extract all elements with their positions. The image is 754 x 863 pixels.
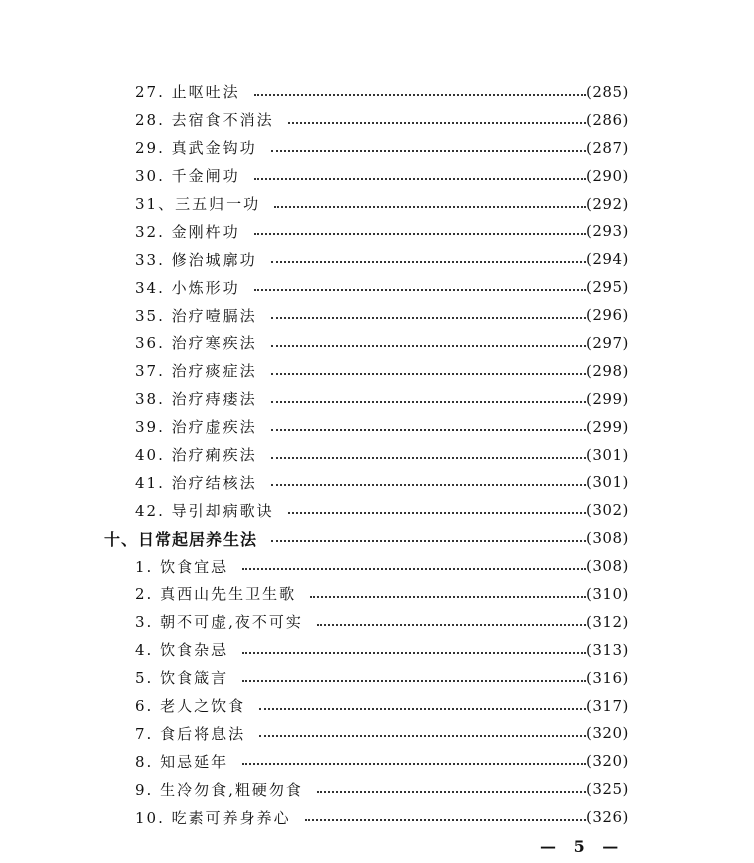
leader-dots	[271, 399, 586, 403]
toc-entry-label: 31、三五归一功	[135, 195, 261, 213]
toc-entry-page: (325)	[586, 780, 629, 799]
toc-entry-label: 9. 生冷勿食,粗硬勿食	[135, 780, 303, 799]
toc-entry	[0, 357, 754, 385]
toc-entry	[0, 747, 754, 775]
toc-entry-label: 5. 饮食箴言	[135, 669, 229, 688]
toc-entry	[0, 692, 754, 720]
toc-entry	[0, 719, 754, 747]
leader-dots	[271, 259, 586, 263]
toc-entry-label: 35. 治疗噎膈法	[135, 306, 257, 325]
toc-entry-page: (301)	[586, 473, 629, 492]
toc-entry-page: (326)	[586, 808, 629, 827]
toc-entry	[0, 78, 754, 106]
toc-entry-page: (313)	[586, 640, 629, 659]
toc-entry	[0, 134, 754, 162]
leader-dots	[242, 761, 586, 765]
leader-dots	[271, 538, 586, 542]
toc-entry-page: (301)	[586, 445, 629, 464]
page-number: — 5 —	[540, 837, 625, 856]
toc-entry-label: 39. 治疗虚疾法	[135, 418, 257, 437]
toc-entry-label: 37. 治疗痰症法	[135, 362, 257, 381]
toc-entry-page: (316)	[586, 668, 629, 687]
toc-entry-page: (292)	[586, 194, 629, 213]
toc-entry	[0, 301, 754, 329]
toc-entry-label: 27. 止呕吐法	[135, 83, 240, 102]
toc-entry	[0, 190, 754, 218]
toc-entry-label: 8. 知忌延年	[135, 752, 229, 771]
toc-entry-label: 6. 老人之饮食	[135, 697, 246, 716]
toc-entry	[0, 245, 754, 273]
toc-entry	[0, 106, 754, 134]
leader-dots	[288, 510, 586, 514]
leader-dots	[310, 594, 586, 598]
toc-entry-label: 28. 去宿食不消法	[135, 111, 274, 130]
leader-dots	[288, 120, 586, 124]
toc-entry	[0, 580, 754, 608]
leader-dots	[254, 231, 586, 235]
leader-dots	[271, 427, 586, 431]
leader-dots	[259, 733, 586, 737]
toc-entry	[0, 468, 754, 496]
toc-entry-page: (293)	[586, 222, 629, 241]
toc-entry-label: 2. 真西山先生卫生歌	[135, 585, 297, 604]
toc-entry-page: (317)	[586, 696, 629, 715]
toc-entry-page: (285)	[586, 82, 629, 101]
leader-dots	[254, 176, 586, 180]
toc-entry	[0, 803, 754, 831]
toc-entry-page: (297)	[586, 333, 629, 352]
toc-entry-label: 41. 治疗结核法	[135, 473, 257, 492]
toc-entry-label: 3. 朝不可虚,夜不可实	[135, 613, 303, 632]
toc-entry-label: 30. 千金闸功	[135, 167, 240, 186]
toc-entry-page: (290)	[586, 166, 629, 185]
leader-dots	[242, 678, 586, 682]
toc-entry	[0, 329, 754, 357]
toc-entry-page: (299)	[586, 389, 629, 408]
toc-entry-page: (320)	[586, 724, 629, 743]
toc-entry	[0, 413, 754, 441]
leader-dots	[271, 343, 586, 347]
toc-entry-label: 4. 饮食杂忌	[135, 641, 229, 660]
toc-entry-page: (294)	[586, 250, 629, 269]
toc-entry-page: (308)	[586, 557, 629, 576]
leader-dots	[254, 92, 586, 96]
toc-entry-page: (295)	[586, 278, 629, 297]
toc-entry	[0, 775, 754, 803]
leader-dots	[317, 789, 586, 793]
toc-entry	[0, 608, 754, 636]
toc-entry-page: (308)	[586, 529, 629, 548]
toc-entry-page: (298)	[586, 361, 629, 380]
leader-dots	[317, 622, 586, 626]
toc-entry-label: 29. 真武金钩功	[135, 139, 257, 158]
leader-dots	[242, 650, 586, 654]
table-of-contents	[0, 78, 754, 831]
toc-entry-page: (299)	[586, 417, 629, 436]
toc-entry	[0, 273, 754, 301]
leader-dots	[274, 204, 586, 208]
toc-entry-page: (310)	[586, 584, 629, 603]
toc-entry	[0, 385, 754, 413]
toc-entry	[0, 217, 754, 245]
leader-dots	[271, 455, 586, 459]
toc-entry-label: 38. 治疗痔瘘法	[135, 390, 257, 409]
leader-dots	[271, 482, 586, 486]
toc-entry-label: 34. 小炼形功	[135, 278, 240, 297]
leader-dots	[242, 566, 586, 570]
toc-entry-page: (287)	[586, 138, 629, 157]
leader-dots	[271, 371, 586, 375]
toc-entry-page: (286)	[586, 110, 629, 129]
toc-entry-label: 40. 治疗痢疾法	[135, 446, 257, 465]
toc-entry-label: 32. 金刚杵功	[135, 222, 240, 241]
toc-entry-label: 1. 饮食宜忌	[135, 557, 229, 576]
toc-entry-page: (312)	[586, 612, 629, 631]
toc-entry	[0, 664, 754, 692]
toc-entry	[0, 552, 754, 580]
toc-section-heading	[0, 524, 754, 552]
leader-dots	[259, 706, 586, 710]
toc-entry-label: 42. 导引却病歌诀	[135, 501, 274, 520]
toc-entry-label: 7. 食后将息法	[135, 724, 246, 743]
toc-entry-label: 33. 修治城廓功	[135, 250, 257, 269]
toc-entry-label: 36. 治疗寒疾法	[135, 334, 257, 353]
leader-dots	[271, 315, 586, 319]
toc-entry-page: (296)	[586, 306, 629, 325]
leader-dots	[254, 287, 586, 291]
toc-entry-page: (320)	[586, 752, 629, 771]
toc-entry	[0, 636, 754, 664]
toc-entry-page: (302)	[586, 501, 629, 520]
toc-entry	[0, 162, 754, 190]
toc-entry	[0, 441, 754, 469]
leader-dots	[305, 817, 586, 821]
toc-entry-label: 10. 吃素可养身养心	[135, 808, 291, 827]
leader-dots	[271, 148, 586, 152]
toc-entry	[0, 496, 754, 524]
toc-entry-label: 十、日常起居养生法	[104, 529, 258, 549]
